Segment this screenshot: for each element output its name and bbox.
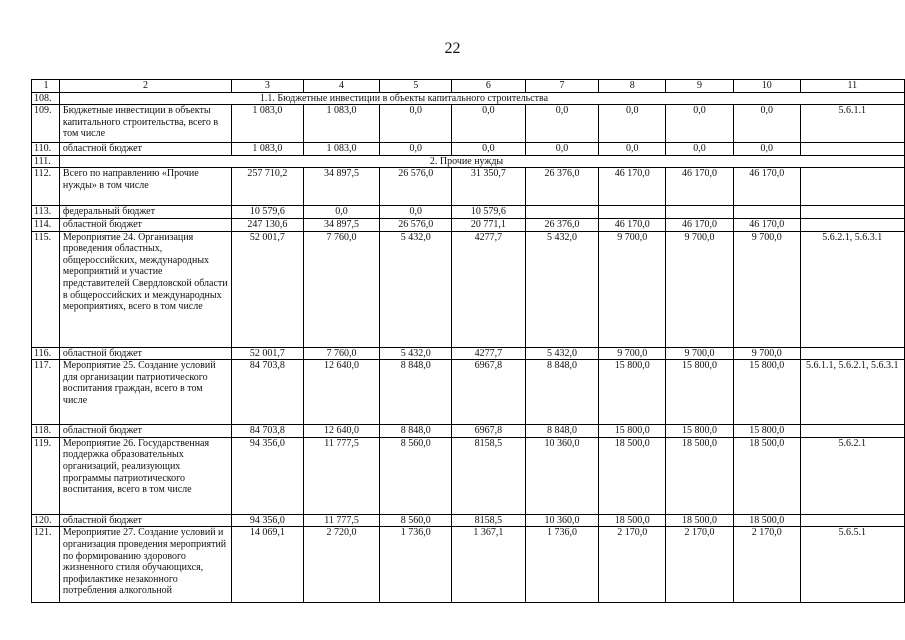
value-cell: 4277,7 [452, 231, 526, 347]
table-row [32, 527, 905, 603]
value-cell: 8 848,0 [525, 425, 599, 438]
reference-cell: 5.6.1.1 [800, 105, 904, 143]
value-cell: 18 500,0 [666, 437, 734, 514]
section-title: 1.1. Бюджетные инвестиции в объекты капитального строительства [59, 92, 904, 105]
value-cell: 0,0 [452, 143, 526, 156]
value-cell: 12 640,0 [303, 425, 380, 438]
value-cell [733, 206, 800, 219]
value-cell: 5 432,0 [525, 347, 599, 360]
value-cell: 1 083,0 [303, 105, 380, 143]
row-number: 110. [32, 143, 60, 156]
value-cell: 15 800,0 [733, 360, 800, 425]
table-row [32, 437, 905, 514]
value-cell: 18 500,0 [733, 514, 800, 527]
value-cell: 94 356,0 [231, 437, 303, 514]
row-number: 121. [32, 527, 60, 603]
value-cell: 0,0 [452, 105, 526, 143]
value-cell: 8 560,0 [380, 437, 452, 514]
reference-cell: 5.6.1.1, 5.6.2.1, 5.6.3.1 [800, 360, 904, 425]
value-cell: 46 170,0 [733, 168, 800, 206]
value-cell: 1 736,0 [380, 527, 452, 603]
row-number: 108. [32, 92, 60, 105]
value-cell: 10 579,6 [452, 206, 526, 219]
value-cell: 0,0 [733, 105, 800, 143]
value-cell: 26 376,0 [525, 218, 599, 231]
value-cell: 8158,5 [452, 437, 526, 514]
value-cell: 7 760,0 [303, 231, 380, 347]
value-cell: 18 500,0 [599, 437, 666, 514]
value-cell: 0,0 [599, 143, 666, 156]
value-cell: 0,0 [666, 143, 734, 156]
value-cell: 46 170,0 [599, 168, 666, 206]
value-cell: 11 777,5 [303, 514, 380, 527]
table-row [32, 347, 905, 360]
value-cell: 10 579,6 [231, 206, 303, 219]
value-cell: 46 170,0 [666, 218, 734, 231]
value-cell: 15 800,0 [599, 360, 666, 425]
section-row [32, 155, 905, 168]
column-header: 5 [380, 80, 452, 93]
column-header: 7 [525, 80, 599, 93]
value-cell: 18 500,0 [666, 514, 734, 527]
value-cell: 1 083,0 [231, 143, 303, 156]
table-row [32, 425, 905, 438]
value-cell: 1 736,0 [525, 527, 599, 603]
value-cell: 18 500,0 [733, 437, 800, 514]
value-cell: 1 367,1 [452, 527, 526, 603]
value-cell: 0,0 [525, 143, 599, 156]
row-name: Всего по направлению «Прочие нужды» в том числе [59, 168, 231, 206]
value-cell: 0,0 [380, 105, 452, 143]
value-cell: 1 083,0 [231, 105, 303, 143]
row-number: 120. [32, 514, 60, 527]
value-cell: 247 130,6 [231, 218, 303, 231]
value-cell: 26 576,0 [380, 218, 452, 231]
value-cell: 5 432,0 [525, 231, 599, 347]
value-cell: 4277,7 [452, 347, 526, 360]
value-cell: 6967,8 [452, 425, 526, 438]
value-cell: 6967,8 [452, 360, 526, 425]
budget-table [31, 79, 905, 603]
column-header: 11 [800, 80, 904, 93]
value-cell: 15 800,0 [599, 425, 666, 438]
value-cell: 94 356,0 [231, 514, 303, 527]
value-cell: 52 001,7 [231, 231, 303, 347]
reference-cell [800, 514, 904, 527]
value-cell: 2 170,0 [599, 527, 666, 603]
value-cell: 15 800,0 [666, 425, 734, 438]
column-header: 8 [599, 80, 666, 93]
value-cell: 9 700,0 [666, 347, 734, 360]
page-number: 22 [444, 40, 461, 57]
value-cell: 8 848,0 [380, 360, 452, 425]
row-name: Мероприятие 26. Государственная поддержка образовательных организаций, реализующих программы патриотического воспитания, всего в том числе [59, 437, 231, 514]
table-row [32, 360, 905, 425]
column-header: 3 [231, 80, 303, 93]
reference-cell [800, 206, 904, 219]
row-number: 111. [32, 155, 60, 168]
value-cell: 9 700,0 [733, 347, 800, 360]
reference-cell: 5.6.2.1, 5.6.3.1 [800, 231, 904, 347]
row-number: 116. [32, 347, 60, 360]
value-cell: 9 700,0 [666, 231, 734, 347]
row-name: областной бюджет [59, 347, 231, 360]
value-cell: 2 720,0 [303, 527, 380, 603]
table-header-row [32, 80, 905, 93]
value-cell: 2 170,0 [666, 527, 734, 603]
value-cell: 0,0 [666, 105, 734, 143]
value-cell: 31 350,7 [452, 168, 526, 206]
value-cell: 52 001,7 [231, 347, 303, 360]
column-header: 1 [32, 80, 60, 93]
value-cell: 8 848,0 [525, 360, 599, 425]
value-cell: 26 376,0 [525, 168, 599, 206]
value-cell: 11 777,5 [303, 437, 380, 514]
value-cell: 18 500,0 [599, 514, 666, 527]
row-name: Мероприятие 27. Создание условий и организация проведения мероприятий по формированию здорового жизненного стиля обучающихся, профилактике незаконного потребления алкогольной [59, 527, 231, 603]
value-cell: 2 170,0 [733, 527, 800, 603]
column-header: 10 [733, 80, 800, 93]
value-cell: 0,0 [733, 143, 800, 156]
value-cell: 14 069,1 [231, 527, 303, 603]
reference-cell: 5.6.5.1 [800, 527, 904, 603]
value-cell: 5 432,0 [380, 347, 452, 360]
row-number: 109. [32, 105, 60, 143]
value-cell: 84 703,8 [231, 425, 303, 438]
row-number: 112. [32, 168, 60, 206]
table-row [32, 206, 905, 219]
row-name: Мероприятие 25. Создание условий для организации патриотического воспитания граждан, всего в том числе [59, 360, 231, 425]
value-cell: 0,0 [380, 206, 452, 219]
value-cell: 7 760,0 [303, 347, 380, 360]
column-header: 9 [666, 80, 734, 93]
reference-cell [800, 218, 904, 231]
value-cell: 10 360,0 [525, 514, 599, 527]
value-cell: 20 771,1 [452, 218, 526, 231]
row-number: 117. [32, 360, 60, 425]
value-cell: 1 083,0 [303, 143, 380, 156]
value-cell: 0,0 [525, 105, 599, 143]
value-cell: 8158,5 [452, 514, 526, 527]
value-cell: 9 700,0 [733, 231, 800, 347]
column-header: 6 [452, 80, 526, 93]
table-row [32, 168, 905, 206]
value-cell: 46 170,0 [666, 168, 734, 206]
value-cell: 257 710,2 [231, 168, 303, 206]
value-cell: 5 432,0 [380, 231, 452, 347]
table-row [32, 105, 905, 143]
value-cell: 46 170,0 [599, 218, 666, 231]
value-cell: 10 360,0 [525, 437, 599, 514]
reference-cell [800, 347, 904, 360]
reference-cell [800, 425, 904, 438]
value-cell [525, 206, 599, 219]
row-number: 114. [32, 218, 60, 231]
value-cell: 8 848,0 [380, 425, 452, 438]
reference-cell [800, 143, 904, 156]
reference-cell: 5.6.2.1 [800, 437, 904, 514]
value-cell: 26 576,0 [380, 168, 452, 206]
value-cell: 9 700,0 [599, 347, 666, 360]
value-cell: 8 560,0 [380, 514, 452, 527]
column-header: 4 [303, 80, 380, 93]
value-cell: 34 897,5 [303, 218, 380, 231]
row-name: федеральный бюджет [59, 206, 231, 219]
value-cell: 9 700,0 [599, 231, 666, 347]
table-row [32, 143, 905, 156]
value-cell: 84 703,8 [231, 360, 303, 425]
row-name: областной бюджет [59, 143, 231, 156]
reference-cell [800, 168, 904, 206]
value-cell [666, 206, 734, 219]
row-number: 118. [32, 425, 60, 438]
table-row [32, 218, 905, 231]
value-cell [599, 206, 666, 219]
table-row [32, 231, 905, 347]
row-name: Мероприятие 24. Организация проведения областных, общероссийских, международных мероприятий и участие представителей Свердловской области в общероссийских и международных мероприятиях, всего в том числе [59, 231, 231, 347]
value-cell: 12 640,0 [303, 360, 380, 425]
row-number: 113. [32, 206, 60, 219]
value-cell: 0,0 [599, 105, 666, 143]
value-cell: 0,0 [303, 206, 380, 219]
row-number: 115. [32, 231, 60, 347]
section-row [32, 92, 905, 105]
row-number: 119. [32, 437, 60, 514]
row-name: Бюджетные инвестиции в объекты капитального строительства, всего в том числе [59, 105, 231, 143]
table-row [32, 514, 905, 527]
section-title: 2. Прочие нужды [59, 155, 904, 168]
value-cell: 15 800,0 [666, 360, 734, 425]
value-cell: 34 897,5 [303, 168, 380, 206]
value-cell: 0,0 [380, 143, 452, 156]
column-header: 2 [59, 80, 231, 93]
row-name: областной бюджет [59, 425, 231, 438]
value-cell: 15 800,0 [733, 425, 800, 438]
row-name: областной бюджет [59, 218, 231, 231]
row-name: областной бюджет [59, 514, 231, 527]
value-cell: 46 170,0 [733, 218, 800, 231]
